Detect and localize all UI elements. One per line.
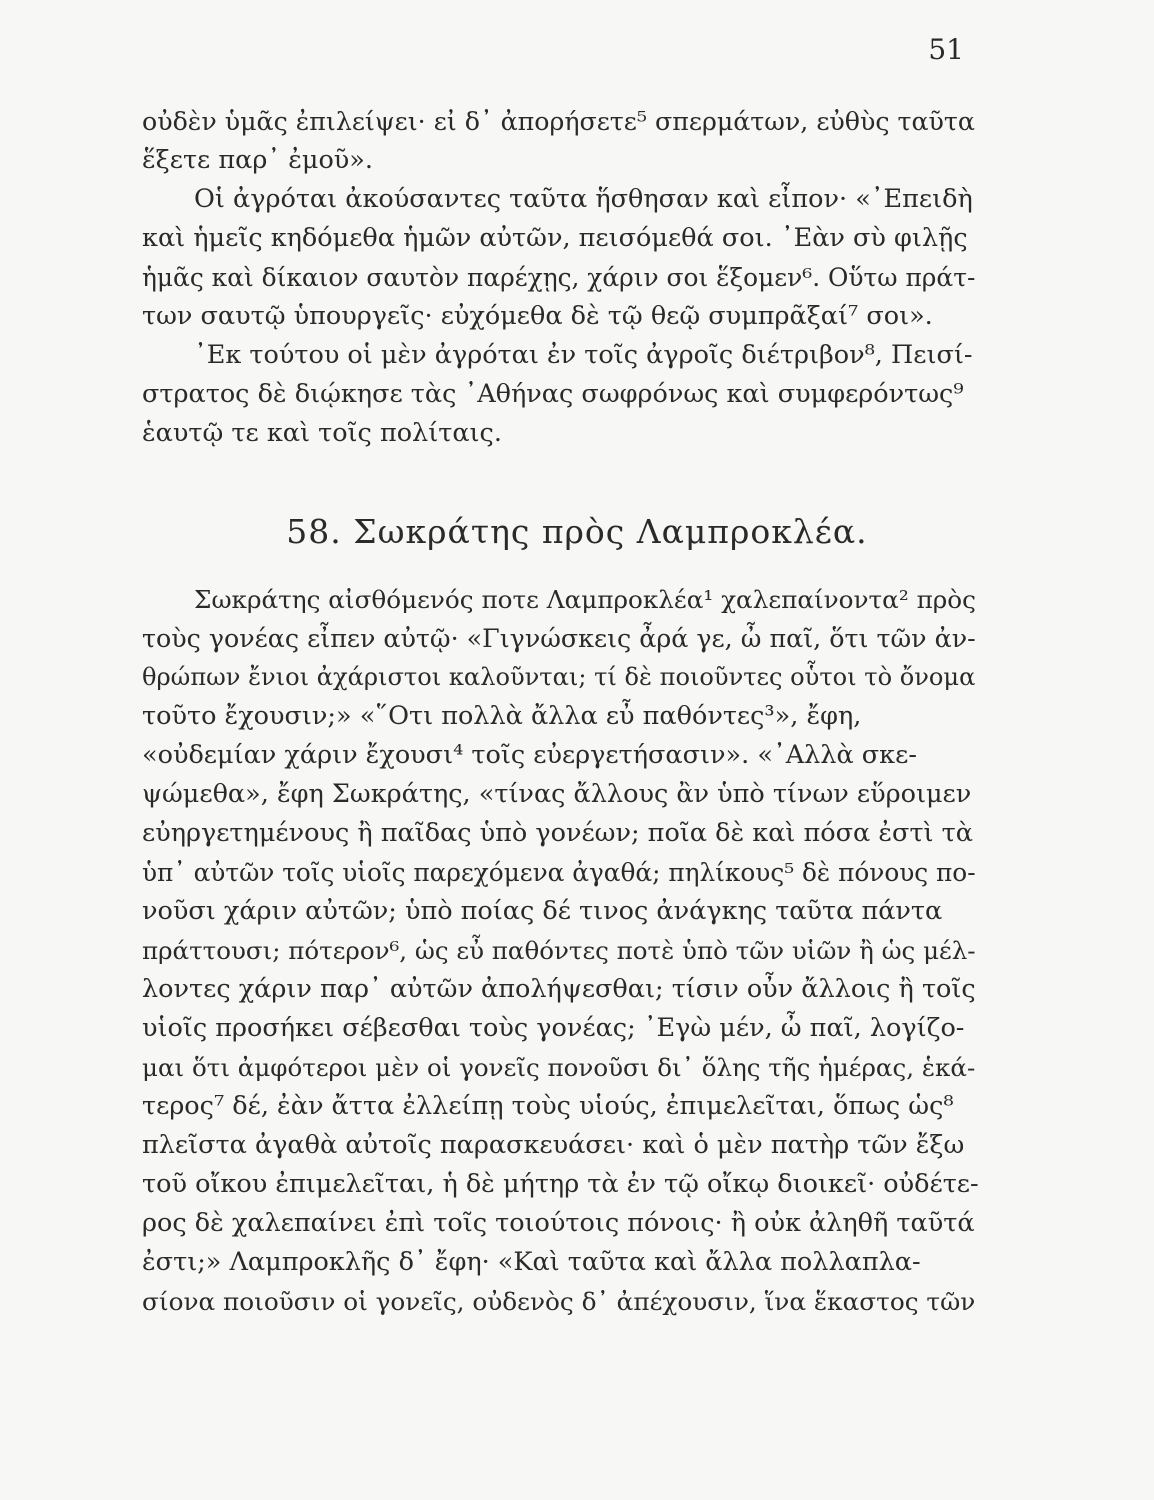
paragraph-continuation [142, 102, 980, 180]
text-line: ρος δὲ χαλεπαίνει ἐπὶ τοῖς τοιούτοις πόνοις· ἢ οὐκ ἀληθῆ ταῦτά [142, 1208, 975, 1238]
text-line: ἡμᾶς καὶ δίκαιον σαυτὸν παρέχῃς, χάριν σοι ἕξομεν⁶. Οὕτω πράτ- [142, 263, 976, 292]
paragraph-farmers-reply [142, 180, 980, 336]
text-line: ᾿Εκ τούτου οἱ μὲν ἀγρόται ἐν τοῖς ἀγροῖς διέτριβον⁸, Πεισί- [194, 340, 973, 370]
text-line: ἐστι;» Λαμπροκλῆς δ᾿ ἔφη· «Καὶ ταῦτα καὶ ἄλλα πολλαπλα- [142, 1247, 921, 1277]
bottom-passage [142, 580, 980, 1321]
text-line: Οἱ ἀγρόται ἀκούσαντες ταῦτα ἥσθησαν καὶ εἶπον· «᾿Επειδὴ [194, 184, 973, 214]
text-line: τοῦ οἴκου ἐπιμελεῖται, ἡ δὲ μήτηρ τὰ ἐν τῷ οἴκῳ διοικεῖ· οὐδέτε- [142, 1169, 979, 1199]
text-line: πράττουσι; πότερον⁶, ὡς εὖ παθόντες ποτὲ ὑπὸ τῶν υἱῶν ἢ ὡς μέλ- [142, 936, 976, 965]
text-line: καὶ ἡμεῖς κηδόμεθα ἡμῶν αὐτῶν, πεισόμεθά σοι. ᾿Εὰν σὺ φιλῇς [142, 223, 968, 253]
text-line: τοὺς γονέας εἶπεν αὐτῷ· «Γιγνώσκεις ἆρά γε, ὦ παῖ, ὅτι τῶν ἀν- [142, 623, 976, 653]
text-line: λοντες χάριν παρ᾿ αὐτῶν ἀπολήψεσθαι; τίσιν οὖν ἄλλοις ἢ τοῖς [142, 974, 976, 1004]
text-line: ὑπ᾿ αὐτῶν τοῖς υἱοῖς παρεχόμενα ἀγαθά; πηλίκους⁵ δὲ πόνους πο- [142, 858, 976, 887]
paragraph-peisistratos [142, 336, 980, 453]
text-line: μαι ὅτι ἀμφότεροι μὲν οἱ γονεῖς πονοῦσι δι᾿ ὅλης τῆς ἡμέρας, ἑκά- [142, 1053, 976, 1082]
text-line: οὐδὲν ὑμᾶς ἐπιλείψει· εἰ δ᾿ ἀπορήσετε⁵ σπερμάτων, εὐθὺς ταῦτα [142, 107, 975, 136]
text-line: Σωκράτης αἰσθόμενός ποτε Λαμπροκλέα¹ χαλεπαίνοντα² πρὸς [194, 585, 976, 614]
text-line: ἕξετε παρ᾿ ἐμοῦ». [142, 145, 374, 175]
text-line: πλεῖστα ἀγαθὰ αὐτοῖς παρασκευάσει· καὶ ὁ μὲν πατὴρ τῶν ἔξω [142, 1130, 965, 1160]
text-line: νοῦσι χάριν αὐτῶν; ὑπὸ ποίας δέ τινος ἀνάγκης ταῦτα πάντα [142, 896, 943, 926]
text-line: των σαυτῷ ὑπουργεῖς· εὐχόμεθα δὲ τῷ θεῷ συμπρᾶξαί⁷ σοι». [142, 301, 933, 331]
text-line: ψώμεθα», ἔφη Σωκράτης, «τίνας ἄλλους ἂν ὑπὸ τίνων εὕροιμεν [142, 779, 972, 809]
text-line: ἑαυτῷ τε καὶ τοῖς πολίταις. [142, 418, 502, 448]
text-line: στρατος δὲ διῴκησε τὰς ᾿Αθήνας σωφρόνως καὶ συμφερόντως⁹ [142, 379, 964, 409]
text-line: υἱοῖς προσήκει σέβεσθαι τοὺς γονέας; ᾿Εγὼ μέν, ὦ παῖ, λογίζο- [142, 1013, 965, 1043]
text-line: «οὐδεμίαν χάριν ἔχουσι⁴ τοῖς εὐεργετήσασιν». «᾿Αλλὰ σκε- [142, 740, 917, 770]
text-line: τοῦτο ἔχουσιν;» «῞Οτι πολλὰ ἄλλα εὖ παθόντες³», ἔφη, [142, 701, 862, 731]
paragraph-socrates [142, 580, 980, 1321]
text-line: τερος⁷ δέ, ἐὰν ἄττα ἐλλείπῃ τοὺς υἱούς, ἐπιμελεῖται, ὅπως ὡς⁸ [142, 1091, 954, 1121]
text-line: εὐηργετημένους ἢ παῖδας ὑπὸ γονέων; ποῖα δὲ καὶ πόσα ἐστὶ τὰ [142, 818, 973, 848]
text-line: θρώπων ἔνιοι ἀχάριστοι καλοῦνται; τί δὲ ποιοῦντες οὗτοι τὸ ὄνομα [142, 663, 976, 691]
text-line: σίονα ποιοῦσιν οἱ γονεῖς, οὐδενὸς δ᾿ ἀπέχουσιν, ἵνα ἕκαστος τῶν [142, 1287, 976, 1316]
section-heading: 58. Σωκράτης πρὸς Λαμπροκλέα. [286, 512, 868, 551]
page-number: 51 [928, 33, 964, 66]
top-passage [142, 102, 980, 453]
